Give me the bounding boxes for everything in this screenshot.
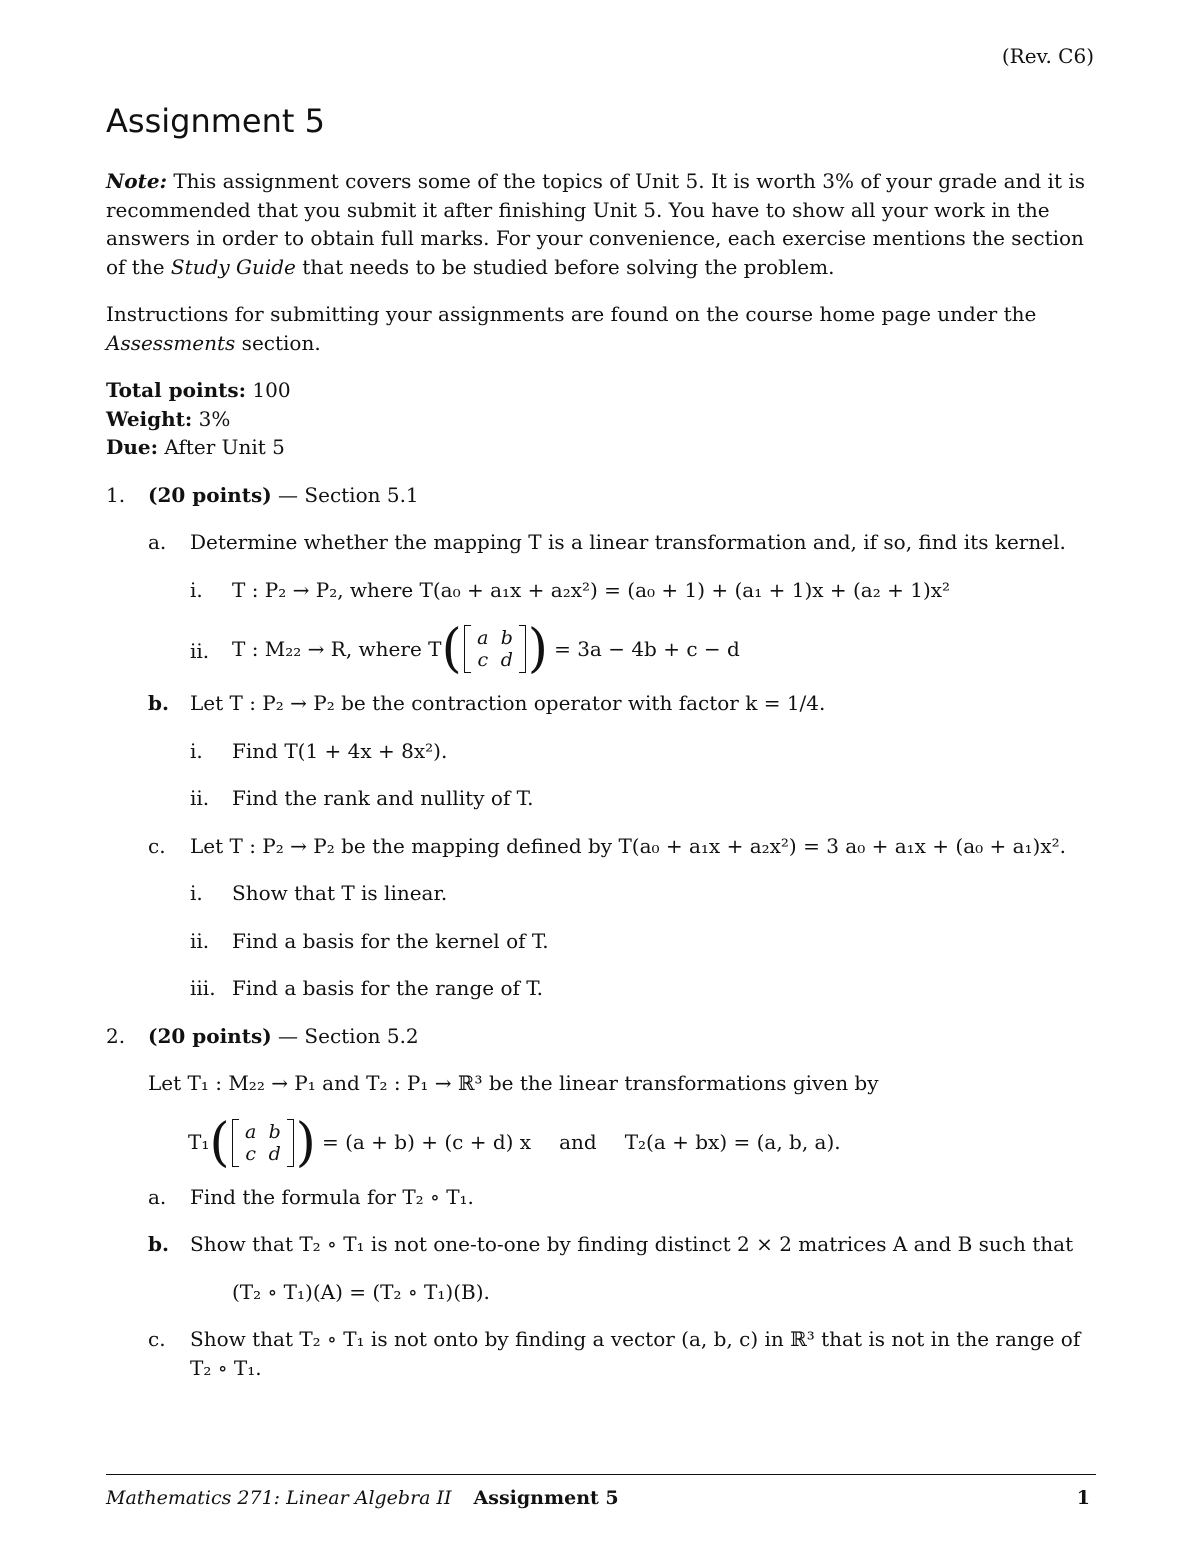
document-body [106, 167, 1096, 1401]
q1a-label: a. [148, 530, 167, 554]
q1c-iii [190, 974, 1096, 1003]
matrix-entry: a [477, 627, 489, 649]
q1a-ii-label: ii. [190, 639, 210, 663]
weight-label: Weight: [106, 406, 193, 431]
q1b-label: b. [148, 691, 169, 715]
total-value: 100 [246, 378, 291, 402]
q2b-equation: (T₂ ∘ T₁)(A) = (T₂ ∘ T₁)(B). [232, 1279, 490, 1304]
q1b-ii-label: ii. [190, 786, 210, 810]
weight [106, 405, 1096, 434]
matrix-entry: d [268, 1142, 281, 1165]
q2b-text: Show that T₂ ∘ T₁ is not one-to-one by finding distinct 2 × 2 matrices A and B such that [190, 1232, 1074, 1256]
matrix-entry: a [244, 1120, 257, 1143]
q1c-i-text: Show that T is linear. [232, 881, 448, 905]
revision-label: (Rev. C6) [1001, 44, 1094, 68]
assignment-meta [106, 376, 1096, 462]
q1b-i-text: Find T(1 + 4x + 8x²). [232, 738, 448, 763]
q1c-iii-text: Find a basis for the range of T. [232, 976, 543, 1000]
note-label: Note: [106, 169, 167, 193]
q1c [148, 832, 1096, 861]
q1c-ii-label: ii. [190, 928, 210, 953]
q2b [148, 1230, 1096, 1259]
q2a-label: a. [148, 1184, 167, 1209]
q1b-ii [190, 784, 1096, 813]
footer [106, 1487, 1096, 1509]
q2a [148, 1183, 1096, 1212]
page-title: Assignment 5 [106, 102, 325, 140]
due-label: Due: [106, 435, 158, 459]
q1c-iii-label: iii. [190, 976, 216, 1000]
matrix-entry: d [500, 649, 513, 671]
q1c-i-label: i. [190, 881, 203, 905]
q1c-i [190, 879, 1096, 908]
weight-value: 3% [192, 406, 231, 431]
question-1 [106, 481, 1096, 510]
q1a [148, 528, 1096, 557]
q2c [148, 1325, 1096, 1382]
q2-intro-row [106, 1069, 1096, 1098]
q1c-ii-text: Find a basis for the kernel of T. [232, 928, 549, 953]
q1a-i [190, 576, 1096, 605]
matrix-entry: b [268, 1120, 281, 1143]
q1a-text: Determine whether the mapping T is a linear transformation and, if so, find its kernel. [190, 530, 1066, 554]
q1a-ii-pre: T : M₂₂ → R, where T [232, 636, 442, 661]
q2c-text: Show that T₂ ∘ T₁ is not onto by finding a vector (a, b, c) in ℝ³ that is not in the range of T₂ ∘ T₁. [190, 1327, 1081, 1380]
q1b [148, 689, 1096, 718]
q2-def-pre: T₁ [188, 1130, 210, 1155]
q1c-ii [190, 927, 1096, 956]
q2b-label: b. [148, 1232, 169, 1256]
question-2-number: 2. [106, 1023, 126, 1048]
question-1-number: 1. [106, 482, 126, 507]
q2-def-and: and [559, 1130, 597, 1155]
matrix-entry: b [500, 627, 513, 649]
q1b-ii-text: Find the rank and nullity of T. [232, 786, 534, 810]
instructions-paragraph [106, 300, 1096, 357]
q2-def-post: = (a + b) + (c + d) x [321, 1130, 532, 1155]
due [106, 433, 1096, 462]
question-1-section: — Section 5.1 [271, 482, 419, 507]
footer-rule [106, 1474, 1096, 1475]
q1c-text: Let T : P₂ → P₂ be the mapping defined by T(a₀ + a₁x + a₂x²) = 3 a₀ + a₁x + (a₀ + a₁)x². [190, 833, 1067, 858]
q2-def-matrix [232, 1119, 294, 1167]
question-2-section: — Section 5.2 [271, 1023, 419, 1048]
total-points [106, 376, 1096, 405]
footer-assignment: Assignment 5 [473, 1487, 619, 1509]
note-text-2: that needs to be studied before solving the problem. [295, 254, 835, 279]
q2-definition: T₁ ( a b c d ) = (a + b) + (c + d) x and T₂(a + bx) = (a, b, a). [188, 1112, 841, 1173]
q2c-label: c. [148, 1327, 166, 1351]
q1b-text: Let T : P₂ → P₂ be the contraction operator with factor k = 1/4. [190, 691, 826, 715]
due-value: After Unit 5 [158, 435, 285, 459]
instr-italic: Assessments [106, 330, 236, 355]
note-italic: Study Guide [170, 254, 296, 279]
question-2 [106, 1022, 1096, 1051]
q1b-i-label: i. [190, 738, 203, 763]
total-label: Total points: [106, 378, 247, 402]
note-paragraph [106, 167, 1096, 281]
instr-text-1: Instructions for submitting your assignments are found on the course home page under the [106, 302, 1037, 326]
q1a-ii-post: = 3a − 4b + c − d [554, 636, 740, 661]
q1c-label: c. [148, 833, 166, 858]
question-1-points: (20 points) [148, 482, 272, 507]
q2-intro: Let T₁ : M₂₂ → P₁ and T₂ : P₁ → ℝ³ be the linear transformations given by [148, 1071, 879, 1095]
footer-page-number: 1 [1076, 1487, 1090, 1509]
matrix-entry: c [477, 649, 489, 671]
footer-course: Mathematics 271: Linear Algebra II [106, 1487, 452, 1509]
q1a-ii-matrix [464, 625, 526, 673]
q2-def-t2: T₂(a + bx) = (a, b, a). [624, 1130, 841, 1155]
q1a-ii: ii. T : M₂₂ → R, where T ( a b c d ) = 3a − 4b + c − d [190, 619, 740, 679]
matrix-entry: c [245, 1142, 256, 1165]
note-text-1: This assignment covers some of the topics of Unit 5. It is worth 3% of your grade and it is recommended that you submit it after finishing Unit 5. You have to show all your work in the answers in order to obtain full marks. For your convenience, each exercise mentions the section of the [106, 169, 1086, 279]
q1a-i-text: T : P₂ → P₂, where T(a₀ + a₁x + a₂x²) = (a₀ + 1) + (a₁ + 1)x + (a₂ + 1)x² [232, 577, 951, 602]
q1a-i-label: i. [190, 577, 203, 602]
q1b-i [190, 737, 1096, 766]
q2a-text: Find the formula for T₂ ∘ T₁. [190, 1184, 474, 1209]
question-2-points: (20 points) [148, 1023, 272, 1048]
instr-text-2: section. [235, 330, 321, 355]
